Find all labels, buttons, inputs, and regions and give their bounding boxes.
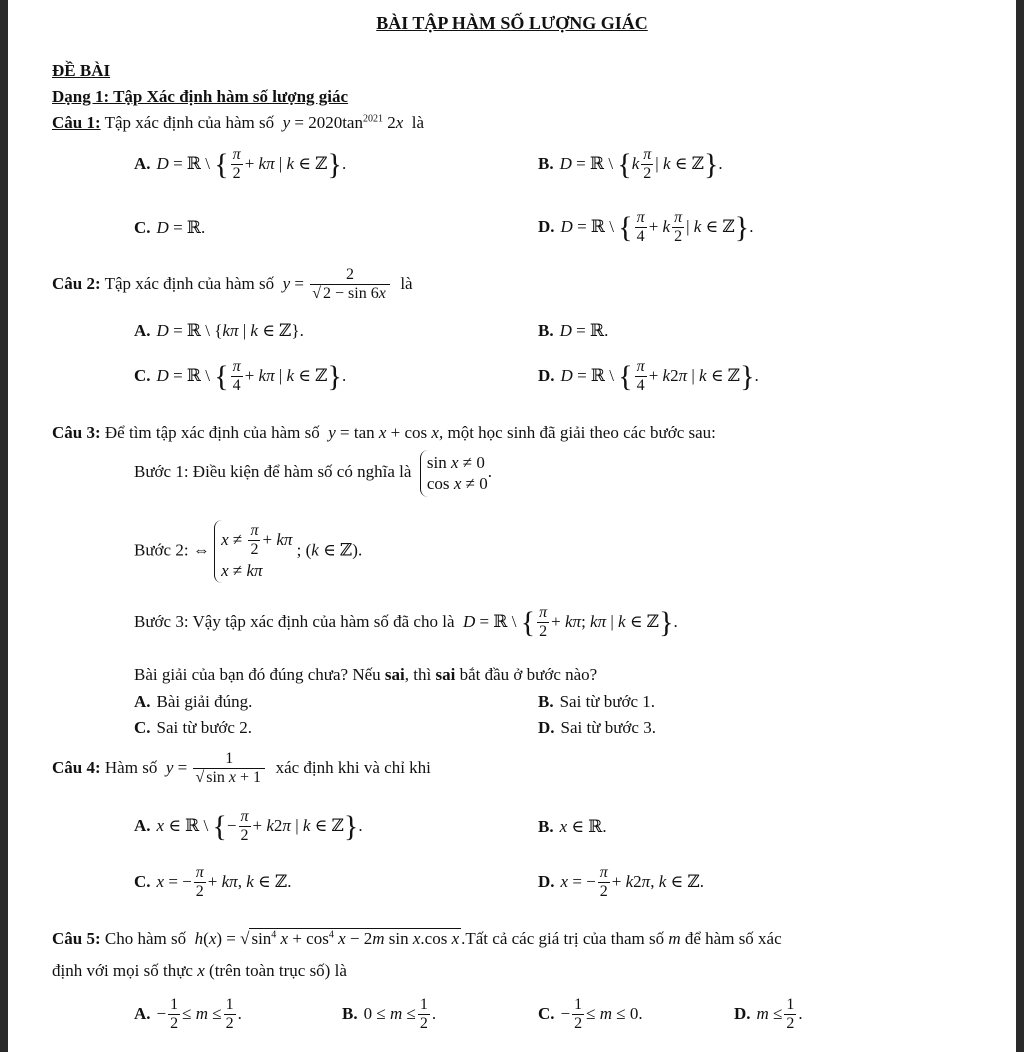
q5-option-c[interactable]: C. − $\frac{1}{2}$ ≤ m ≤ 0.: [538, 996, 643, 1033]
q1-stem: Câu 1: Tập xác định của hàm số $y = 2020\tan^{2021}$ 2x là: [52, 113, 425, 132]
q3-option-b[interactable]: B. Sai từ bước 1.: [538, 692, 656, 711]
q1-option-a[interactable]: A. D = ℝ \ { $\frac{\pi}{2}$ + kπ | k ∈ ℤ}.: [134, 146, 347, 183]
q2-text: Tập xác định của hàm số: [104, 273, 275, 293]
q3-text2: , một học sinh đã giải theo các bước sau:: [438, 423, 716, 442]
q5-text2: .Tất cả các giá trị của tham số: [461, 929, 665, 948]
q4-label: Câu 4:: [52, 757, 101, 777]
q4-option-c[interactable]: C. x = − $\frac{\pi}{2}$ + kπ, k ∈ ℤ.: [134, 864, 292, 901]
q2-option-b[interactable]: B. D = ℝ.: [538, 321, 609, 340]
q5-option-b[interactable]: B. 0 ≤ m ≤ $\frac{1}{2}$ .: [342, 996, 437, 1033]
q2-label: Câu 2:: [52, 273, 101, 293]
section-heading: ĐỀ BÀI: [52, 61, 111, 80]
q4-tail: xác định khi và chỉ khi: [275, 757, 431, 777]
q3-step2: Bước 2: ⇔ x ≠ $\frac{\pi}{2}$ + kπ x ≠ kπ ; (k ∈ ℤ).: [134, 520, 362, 583]
q1-formula: y: [282, 113, 291, 132]
q3-text: Để tìm tập xác định của hàm số: [104, 423, 320, 442]
q5-formula: h: [194, 929, 204, 948]
q4-stem: Câu 4: Hàm số y = $\frac{1}{\text{√ sin x + 1}}$ xác định khi và chỉ khi: [52, 750, 431, 787]
q1-option-d[interactable]: D. D = ℝ \ { $\frac{\pi}{4}$ + k $\frac{\pi}{2}$ | k ∈ ℤ}.: [538, 209, 754, 246]
q5-option-d[interactable]: D. m ≤ $\frac{1}{2}$ .: [734, 996, 803, 1033]
q2-formula: $\frac{2}{√ 2 - \sin 6x}$: [310, 266, 390, 304]
q1-option-c[interactable]: C. D = ℝ.: [134, 218, 206, 237]
q2-option-a[interactable]: A. D = ℝ \ {kπ | k ∈ ℤ}.: [134, 321, 304, 340]
q1-label: Câu 1:: [52, 113, 101, 132]
q2-stem: Câu 2: Tập xác định của hàm số y = $\frac{2}{√ 2 - \sin 6x}$ là: [52, 266, 413, 303]
q2-tail: là: [400, 273, 413, 293]
q3-option-d[interactable]: D. Sai từ bước 3.: [538, 718, 656, 737]
q2-option-c[interactable]: C. D = ℝ \ { $\frac{\pi}{4}$ + kπ | k ∈ ℤ}.: [134, 358, 347, 395]
q4-option-d[interactable]: D. x = − $\frac{\pi}{2}$ + k2π, k ∈ ℤ.: [538, 864, 704, 901]
topic-heading: Dạng 1: Tập Xác định hàm số lượng giác: [52, 87, 349, 106]
q1-option-b[interactable]: B. D = ℝ \ {k $\frac{\pi}{2}$ | k ∈ ℤ}.: [538, 146, 723, 183]
q5-label: Câu 5:: [52, 929, 101, 948]
q5-text3: để hàm số xác: [684, 929, 782, 948]
right-border: [1016, 0, 1024, 1052]
q3-step3: Bước 3: Vậy tập xác định của hàm số đã cho là D = ℝ \ { $\frac{\pi}{2}$ + kπ; kπ | k ∈ ℤ}.: [134, 604, 678, 641]
q5-stem-line2: định với mọi số thực x (trên toàn trục số) là: [52, 961, 347, 980]
q3-stem: Câu 3: Để tìm tập xác định của hàm số y = tan x + cos x, một học sinh đã giải theo các bước sau:: [52, 423, 716, 442]
q4-formula: $\frac{1}{\text{√ sin x + 1}}$: [193, 750, 265, 788]
q2-option-d[interactable]: D. D = ℝ \ { $\frac{\pi}{4}$ + k2π | k ∈ ℤ}.: [538, 358, 759, 395]
left-border: [0, 0, 8, 1052]
page-title: BÀI TẬP HÀM SỐ LƯỢNG GIÁC: [376, 13, 648, 33]
q1-tail: là: [411, 113, 425, 132]
q5-text: Cho hàm số: [104, 929, 187, 948]
q5-stem: Câu 5: Cho hàm số h(x) = √ $\sin^4 x + \cos^4 x - 2m$ sin x.cos x .Tất cả các giá trị của tham số m để hàm số xác: [52, 929, 782, 948]
q4-text: Hàm số: [104, 757, 158, 777]
q1-text: Tập xác định của hàm số: [104, 113, 275, 132]
q3-option-a[interactable]: A. Bài giải đúng.: [134, 692, 253, 711]
q5-option-a[interactable]: A. − $\frac{1}{2}$ ≤ m ≤ $\frac{1}{2}$ .: [134, 996, 242, 1033]
q3-label: Câu 3:: [52, 423, 101, 442]
q4-option-a[interactable]: A. x ∈ ℝ \ {− $\frac{\pi}{2}$ + k2π | k ∈ ℤ}.: [134, 808, 363, 845]
q3-option-c[interactable]: C. Sai từ bước 2.: [134, 718, 252, 737]
q3-step1: Bước 1: Điều kiện để hàm số có nghĩa là sin x ≠ 0 cos x ≠ 0 .: [134, 450, 492, 497]
q4-option-b[interactable]: B. x ∈ ℝ.: [538, 817, 607, 836]
q3-question: Bài giải của bạn đó đúng chưa? Nếu sai, thì sai bắt đầu ở bước nào?: [134, 665, 598, 684]
